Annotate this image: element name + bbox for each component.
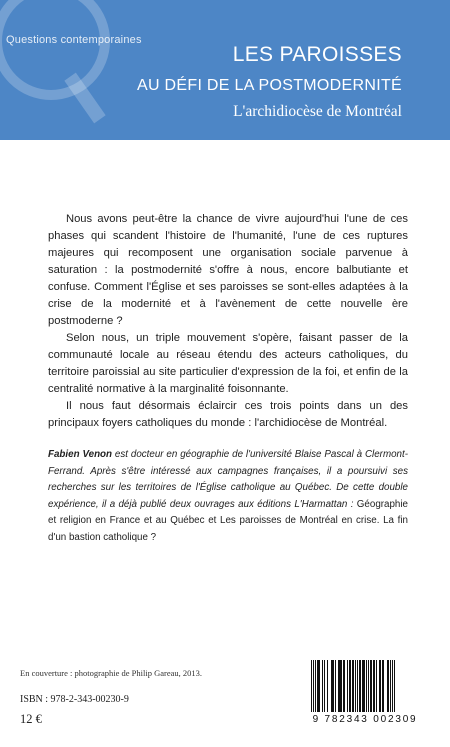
ean13-barcode-icon [305,656,425,726]
price: 12 € [20,712,42,726]
author-bio [48,447,408,546]
barcode-bars [311,660,419,712]
header-band [0,0,450,140]
title-line-1: LES PAROISSES [232,43,402,66]
title-line-2: AU DÉFI DE LA POSTMODERNITÉ [136,77,402,94]
isbn: ISBN : 978-2-343-00230-9 [20,694,129,705]
blurb-paragraph: Selon nous, un triple mouvement s'opère, faisant passer de la communauté locale au réseau étendu des acteurs catholiques, du territoire paroissial au site particulier d'expression de la foi, et enfin de la centralité normative à la marginalité foisonnante. [48,332,408,395]
bio-books: Géographie et religion en France et au Québec et Les paroisses de Montréal en crise. La fin d'un bastion catholique ? [48,498,408,543]
bio-text: est docteur en géographie de l'université Blaise Pascal à Clermont-Ferrand. Après s'être intéressé aux campagnes françaises, il a poursuivi ses recherches sur les territoires de l'Église catholique au Québec. De cette double expérience, il a déjà publié deux ouvrages aux éditions L'Harmattan : [48,449,408,510]
collection-name: Questions contemporaines [6,34,142,46]
barcode-digits: 9 782343 002309 [312,714,418,725]
q-letter-icon [0,0,110,100]
cover-credit: En couverture : photographie de Philip Gareau, 2013. [20,668,202,678]
blurb-paragraph: Il nous faut désormais éclaircir ces trois points dans un des principaux foyers catholiques du monde : l'archidiocèse de Montréal. [48,400,408,429]
blurb-paragraph: Nous avons peut-être la chance de vivre aujourd'hui l'une de ces phases qui scandent l'histoire de l'humanité, l'une de ces ruptures majeures qui recomposent une organisation sociale parvenue à saturation : la postmodernité s'offre à nous, encore balbutiante et confuse. Comment l'Église et ses paroisses se sont-elles adaptées à la crise de la modernité et à l'avènement de cette nouvelle ère postmoderne ? [48,213,408,327]
subtitle: L'archidiocèse de Montréal [233,103,402,120]
author-name: Fabien Venon [48,449,113,460]
blurb [48,211,408,432]
